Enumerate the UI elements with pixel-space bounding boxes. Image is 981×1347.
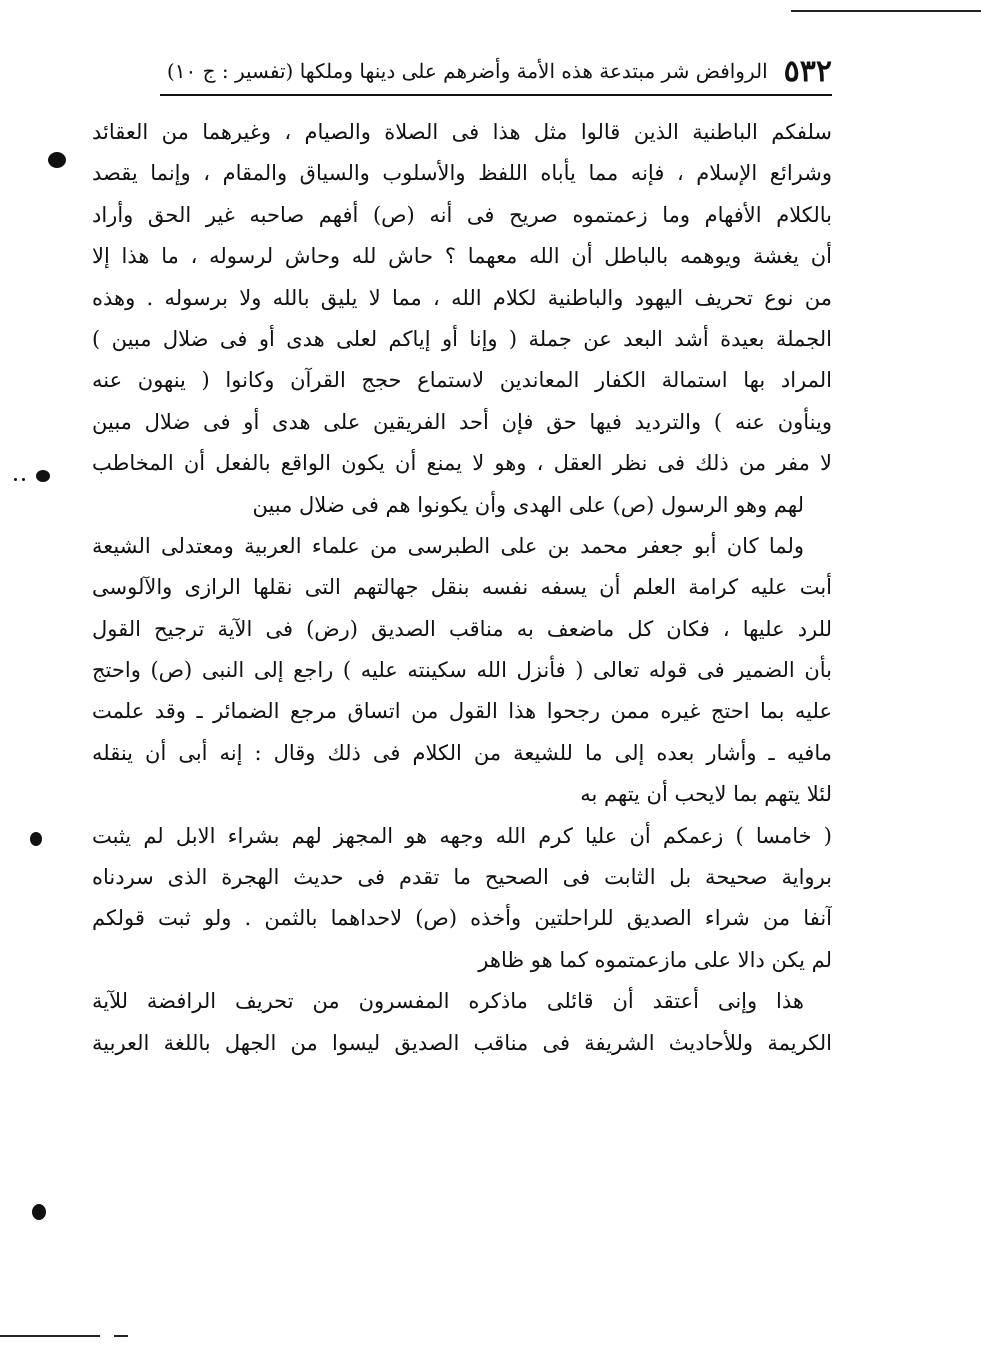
paragraph-start-line: ( خامسا ) زعمكم أن عليا كرم الله وجهه هو المجهز لهم بشراء الابل لم يثبت [92,823,832,848]
page-header [162,54,832,88]
text-line: لهم وهو الرسول (ص) على الهدى وأن يكونوا هم فى ضلال مبين [252,492,804,517]
text-line: مافيه ـ وأشار بعده إلى ما للشيعة من الكلام فى ذلك وقال : إنه أبى أن ينقله [92,740,832,765]
page-number: ٥٣٢ [783,53,832,89]
margin-speck [30,832,42,846]
paragraph-start-line: هذا وإنى أعتقد أن قائلى ماذكره المفسرون من تحريف الرافضة للآية [92,989,804,1014]
text-line: آنفا من شراء الصديق للراحلتين وأخذه (ص) لاحداهما بالثمن . ولو ثبت قولكم [92,906,832,931]
margin-speck [48,152,66,168]
text-line: وشرائع الإسلام ، فإنه مما يأباه اللفظ والأسلوب والسياق والمقام ، وإنما يقصد [92,161,832,186]
margin-speck [36,470,50,482]
text-line: بالكلام الأفهام وما زعمتموه صريح فى أنه (ص) أفهم صاحبه غير الحق وأراد [92,202,832,227]
text-line: سلفكم الباطنية الذين قالوا مثل هذا فى الصلاة والصيام ، وغيرهما من العقائد [92,120,832,144]
text-line: لم يكن دالا على مازعمتموه كما هو ظاهر [478,947,832,972]
text-line: الكريمة وللأحاديث الشريفة فى مناقب الصديق ليسوا من الجهل باللغة العربية [92,1030,832,1055]
running-title: الروافض شر مبتدعة هذه الأمة وأضرهم على دينها وملكها (تفسير : ج ١٠) [166,59,768,83]
header-rule [160,94,832,96]
margin-speck [14,478,17,481]
text-line: عليه بما احتج غيره ممن رجحوا هذا القول من اتساق مرجع الضمائر ـ وقد علمت [92,699,832,724]
top-rule [791,10,981,12]
margin-speck [32,1204,46,1220]
text-line: أبت عليه كرامة العلم أن يسفه نفسه بنقل جهالتهم التى نقلها الرازى والآلوسى [92,575,832,600]
text-line: الجملة بعيدة أشد البعد عن جملة ( وإنا أو إياكم لعلى هدى أو فى ضلال مبين ) [92,326,832,351]
paragraph-start-line: ولما كان أبو جعفر محمد بن على الطبرسى من علماء العربية ومعتدلى الشيعة [92,533,804,558]
text-line: لا مفر من ذلك فى نظر العقل ، وهو لا يمنع أن يكون الواقع بالفعل أن المخاطب [92,451,832,476]
text-line: بأن الضمير فى قوله تعالى ( فأنزل الله سكينته عليه ) راجع إلى النبى (ص) واحتج [92,658,832,683]
bottom-rule-mark [114,1335,128,1337]
text-line: وينأون عنه ) والترديد فيها حق فإن أحد الفريقين على هدى أو فى ضلال مبين [92,409,832,434]
body-text [92,112,832,1064]
text-line: للرد عليها ، فكان كل ماضعف به مناقب الصديق (رض) فى الآية ترجيح القول [92,616,832,641]
text-line: المراد بها استمالة الكفار المعاندين لاستماع حجج القرآن وكانوا ( ينهون عنه [92,368,832,393]
margin-speck [22,478,25,481]
text-line: برواية صحيحة بل الثابت فى الصحيح ما تقدم فى حديث الهجرة الذى سردناه [92,865,832,890]
text-line: من نوع تحريف اليهود والباطنية لكلام الله ، مما لا يليق بالله ولا برسوله . وهذه [92,285,832,310]
text-line: أن يغشة ويوهمه بالباطل أن الله معهما ؟ حاش لله وحاش لرسوله ، ما هذا إلا [92,244,832,269]
bottom-rule [0,1335,100,1337]
text-line: لئلا يتهم بما لايحب أن يتهم به [580,782,832,807]
